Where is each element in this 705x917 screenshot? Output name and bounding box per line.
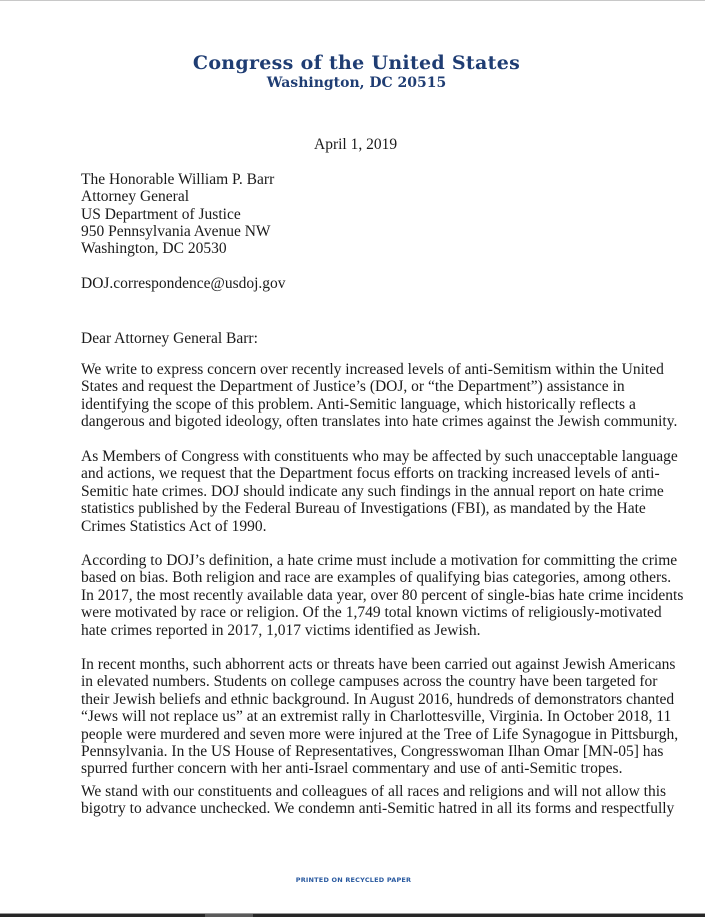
letterhead-title: Congress of the United States — [192, 52, 521, 74]
text-line: As Members of Congress with constituents who may be affected by such unacceptable language — [81, 448, 678, 465]
recipient-name: The Honorable William P. Barr — [81, 171, 275, 188]
text-line: statistics published by the Federal Bureau of Investigations (FBI), as mandated by the Hate — [81, 500, 646, 518]
recipient-title: Attorney General — [81, 188, 190, 206]
recipient-city: Washington, DC 20530 — [81, 240, 227, 258]
body-paragraph-3 — [81, 552, 684, 639]
text-line: identifying the scope of this problem. Anti-Semitic language, which historically reflects a — [81, 395, 636, 413]
text-line: based on bias. Both religion and race are examples of qualifying bias categories, among others. — [81, 569, 672, 587]
text-line: Pennsylvania. In the US House of Representatives, Congresswoman Ilhan Omar [MN-05] has — [81, 743, 664, 761]
text-line: hate crimes reported in 2017, 1,017 victims identified as Jewish. — [81, 621, 481, 639]
recycled-paper-note: PRINTED ON RECYCLED PAPER — [295, 876, 412, 884]
text-line: their Jewish beliefs and ethnic background. In August 2016, hundreds of demonstrators chanted — [81, 690, 675, 708]
recipient-department: US Department of Justice — [81, 205, 241, 223]
letterhead-address: Washington, DC 20515 — [266, 75, 447, 91]
recipient-email: DOJ.correspondence@usdoj.gov — [81, 275, 286, 292]
salutation: Dear Attorney General Barr: — [81, 330, 258, 347]
text-line: States and request the Department of Justice’s (DOJ, or “the Department”) assistance in — [81, 378, 625, 396]
body-paragraph-5 — [81, 783, 675, 818]
text-line: dangerous and bigoted ideology, often translates into hate crimes against the Jewish community. — [81, 413, 678, 431]
body-paragraph-2 — [81, 448, 678, 535]
horizontal-scrollbar[interactable] — [0, 913, 705, 917]
letter-date: April 1, 2019 — [314, 136, 398, 153]
text-line: According to DOJ’s definition, a hate crime must include a motivation for committing the crime — [81, 552, 678, 569]
top-border — [0, 0, 705, 1]
text-line: Semitic hate crimes. DOJ should indicate any such findings in the annual report on hate crime — [81, 482, 664, 500]
text-line: and actions, we request that the Department focus efforts on tracking increased levels of anti- — [81, 465, 660, 483]
text-line: In 2017, the most recently available data year, over 80 percent of single-bias hate crime incidents — [81, 586, 684, 604]
text-line: people were murdered and seven more were injured at the Tree of Life Synagogue in Pittsburgh, — [81, 725, 679, 743]
body-paragraph-4 — [81, 656, 679, 778]
recipient-street: 950 Pennsylvania Avenue NW — [81, 222, 271, 240]
text-line: were motivated by race or religion. Of the 1,749 total known victims of religiously-motivated — [81, 604, 662, 622]
text-line: in elevated numbers. Students on college campuses across the country have been targeted for — [81, 673, 658, 691]
text-line: In recent months, such abhorrent acts or threats have been carried out against Jewish Americans — [81, 656, 676, 673]
text-line: Crimes Statistics Act of 1990. — [81, 517, 267, 535]
text-line: bigotry to advance unchecked. We condemn anti-Semitic hatred in all its forms and respectfully — [81, 800, 675, 818]
text-line: spurred further concern with her anti-Israel commentary and use of anti-Semitic tropes. — [81, 760, 623, 778]
inside-address — [81, 171, 274, 257]
body-paragraph-1 — [81, 361, 678, 431]
letterhead — [0, 52, 705, 92]
text-line: We write to express concern over recently increased levels of anti-Semitism within the United — [81, 361, 664, 378]
text-line: “Jews will not replace us” at an extremist rally in Charlottesville, Virginia. In October 2018, 11 — [81, 708, 672, 726]
text-line: We stand with our constituents and colleagues of all races and religions and will not allow this — [81, 783, 667, 800]
